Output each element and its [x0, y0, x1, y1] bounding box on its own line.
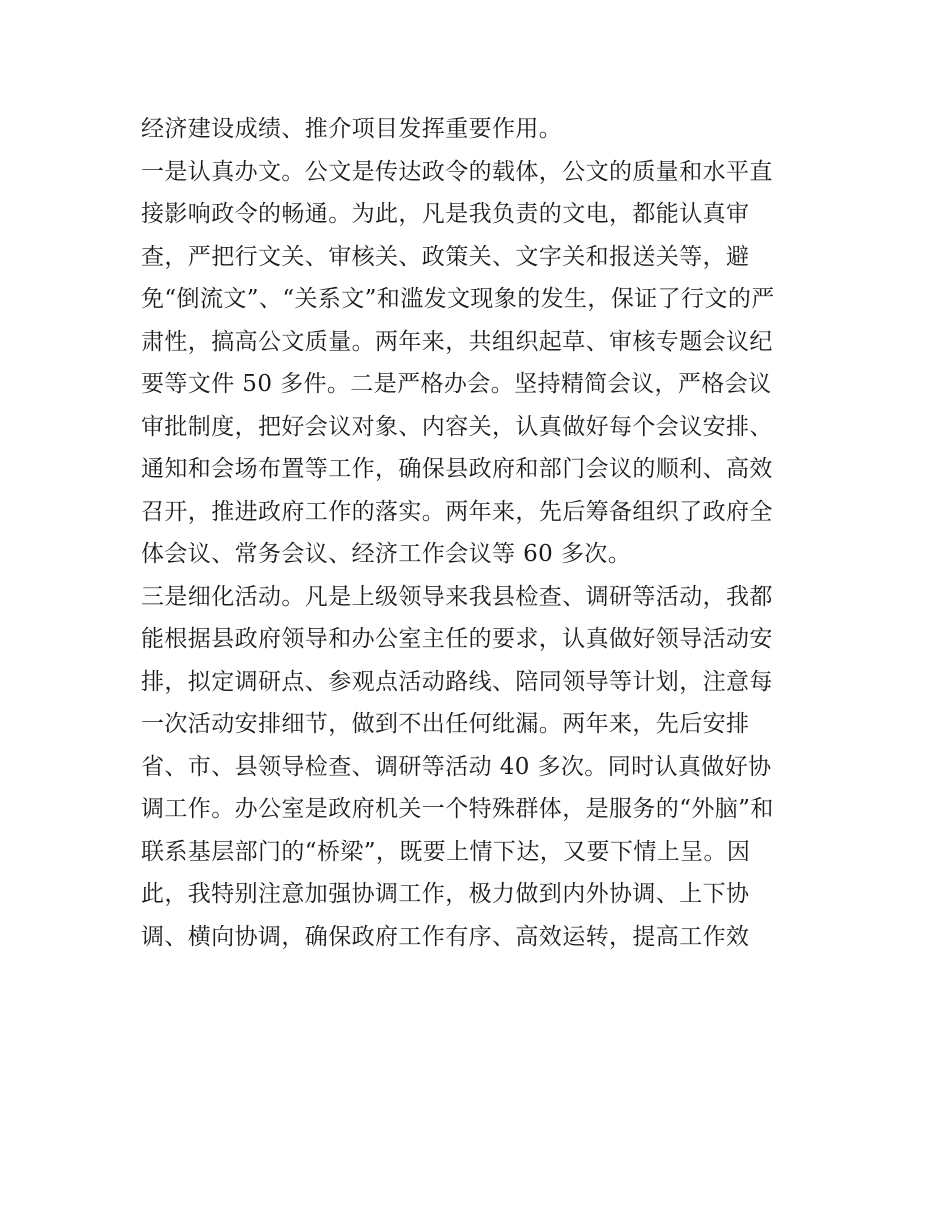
text-line: 审批制度，把好会议对象、内容关，认真做好每个会议安排、 — [141, 413, 773, 440]
text-line: 三是细化活动。凡是上级领导来我县检查、调研等活动，我都 — [141, 583, 773, 610]
text-line: 体会议、常务会议、经济工作会议等 60 多次。 — [141, 541, 632, 567]
document-body — [141, 108, 821, 958]
text-line: 一是认真办文。公文是传达政令的载体，公文的质量和水平直 — [141, 158, 773, 185]
text-line: 调、横向协调，确保政府工作有序、高效运转，提高工作效 — [141, 923, 750, 950]
text-line: 要等文件 50 多件。二是严格办会。坚持精简会议，严格会议 — [141, 371, 772, 397]
text-line: 调工作。办公室是政府机关一个特殊群体，是服务的“外脑”和 — [141, 796, 774, 822]
text-line: 查，严把行文关、审核关、政策关、文字关和报送关等，避 — [141, 243, 750, 270]
text-line: 排，拟定调研点、参观点活动路线、陪同领导等计划，注意每 — [141, 668, 773, 695]
text-line: 接影响政令的畅通。为此，凡是我负责的文电，都能认真审 — [141, 201, 750, 227]
text-line: 此，我特别注意加强协调工作，极力做到内外协调、上下协 — [141, 881, 750, 907]
text-line: 肃性，搞高公文质量。两年来，共组织起草、审核专题会议纪 — [141, 328, 773, 355]
text-line: 一次活动安排细节，做到不出任何纰漏。两年来，先后安排 — [141, 711, 750, 737]
text-line: 召开，推进政府工作的落实。两年来，先后筹备组织了政府全 — [141, 498, 773, 525]
text-line: 免“倒流文”、“关系文”和滥发文现象的发生，保证了行文的严 — [141, 286, 775, 312]
text-line: 联系基层部门的“桥梁”，既要上情下达，又要下情上呈。因 — [141, 838, 751, 865]
text-line: 省、市、县领导检查、调研等活动 40 多次。同时认真做好协 — [141, 753, 772, 780]
text-line: 能根据县政府领导和办公室主任的要求，认真做好领导活动安 — [141, 626, 773, 652]
text-line: 经济建设成绩、推介项目发挥重要作用。 — [141, 116, 563, 142]
text-line: 通知和会场布置等工作，确保县政府和部门会议的顺利、高效 — [141, 456, 773, 482]
